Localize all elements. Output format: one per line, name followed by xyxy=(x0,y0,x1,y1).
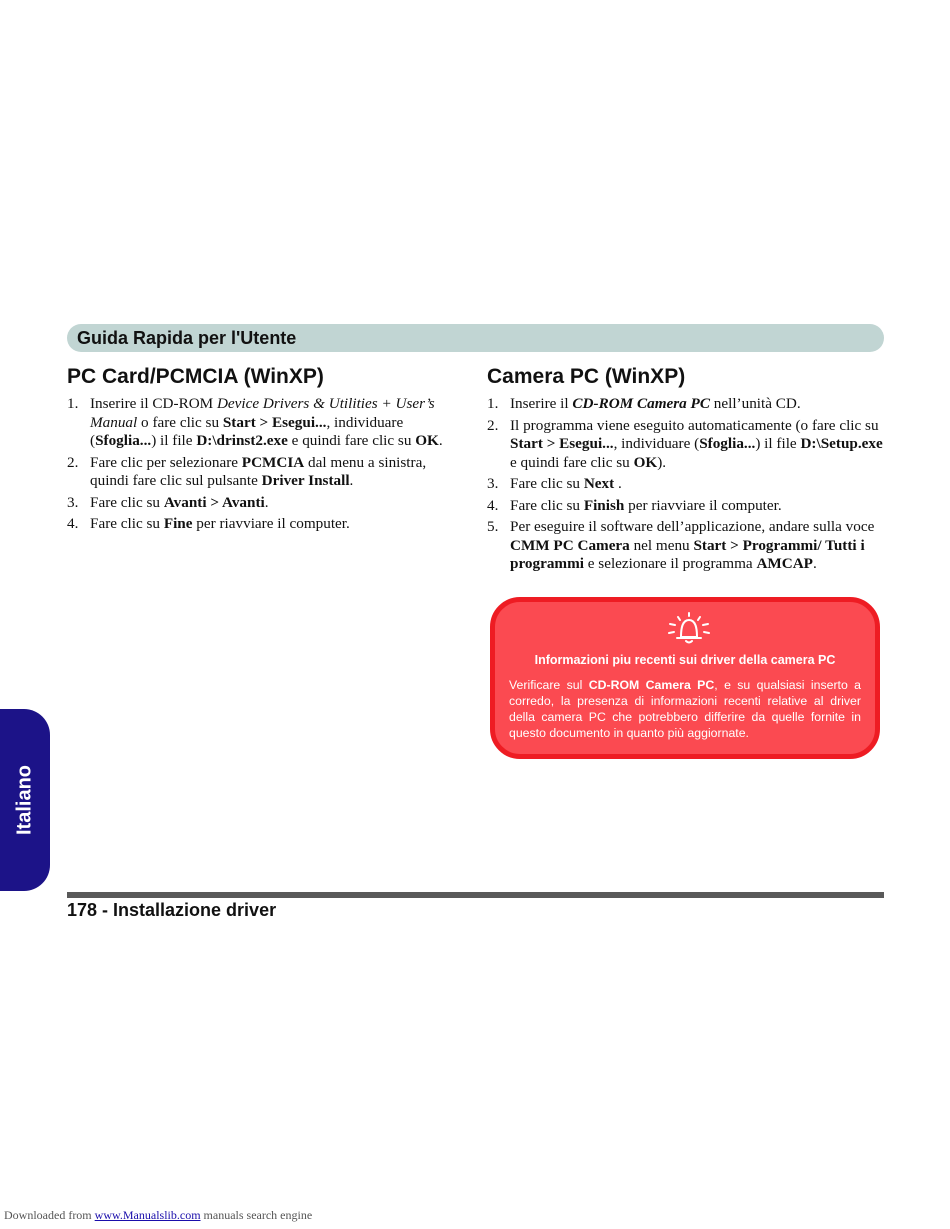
watermark-suffix: manuals search engine xyxy=(200,1208,313,1222)
step-text: ). xyxy=(657,453,667,471)
watermark-prefix: Downloaded from xyxy=(4,1208,95,1222)
step-text: Start > Esegui... xyxy=(510,435,614,452)
right-step-list xyxy=(487,395,887,574)
step-text: AMCAP xyxy=(756,555,813,572)
right-step-2 xyxy=(487,417,887,473)
note-body xyxy=(509,677,861,741)
step-text: PCMCIA xyxy=(241,453,305,471)
step-text: e quindi fare clic su xyxy=(287,432,416,449)
step-text: Sfoglia... xyxy=(699,435,756,452)
step-number: 2. xyxy=(487,416,499,434)
step-text: OK xyxy=(415,432,439,449)
step-text: . xyxy=(438,432,443,449)
step-text: . xyxy=(812,555,817,572)
step-number: 3. xyxy=(487,475,499,492)
manualslib-link[interactable]: www.Manualslib.com xyxy=(94,1208,201,1222)
step-text: o fare clic su xyxy=(137,413,223,431)
right-step-5 xyxy=(487,518,887,574)
note-box xyxy=(490,597,880,759)
step-text: Per eseguire il software dell’applicazione, andare sulla voce xyxy=(510,518,875,535)
step-text: Fare clic su xyxy=(510,475,584,492)
right-heading: Camera PC (WinXP) xyxy=(487,365,686,388)
step-text: Fare clic su xyxy=(90,515,164,532)
step-text: per riavviare il computer. xyxy=(192,515,350,532)
step-number: 1. xyxy=(67,395,79,412)
section-header-title: Guida Rapida per l'Utente xyxy=(77,328,297,348)
step-text: , individuare ( xyxy=(613,435,700,452)
step-text: Fare clic su xyxy=(510,496,584,514)
download-watermark xyxy=(4,1208,312,1223)
note-body-highlight: CD-ROM Camera PC xyxy=(588,678,715,692)
right-column xyxy=(487,364,887,577)
right-step-1 xyxy=(487,395,887,414)
step-text: ) il file xyxy=(755,435,801,452)
step-number: 4. xyxy=(67,515,79,532)
footer-divider xyxy=(67,892,884,898)
left-heading: PC Card/PCMCIA (WinXP) xyxy=(67,365,324,388)
step-text: nel menu xyxy=(629,536,694,554)
step-text: . xyxy=(264,493,269,511)
left-step-4 xyxy=(67,515,467,534)
step-text: e selezionare il programma xyxy=(583,555,757,572)
step-number: 1. xyxy=(487,395,499,412)
step-text: Fare clic per selezionare xyxy=(90,453,242,471)
language-tab-label: Italiano xyxy=(13,764,36,836)
step-text: Next xyxy=(583,475,615,492)
step-number: 2. xyxy=(67,453,79,471)
note-body-end: , e su qualsiasi inserto a corredo, la presenza di informazioni recenti relative al driver della camera PC che potrebbero differire da quelle fornite in questo documento in quanto più aggiornate. xyxy=(509,678,862,740)
step-text: Inserire il CD-ROM xyxy=(90,395,217,412)
step-text: Start > Programmi/ Tutti i programmi xyxy=(510,536,865,572)
step-text: Finish xyxy=(583,496,625,514)
left-step-2 xyxy=(67,454,467,491)
step-text: D:\drinst2.exe xyxy=(196,432,288,449)
step-text: CD-ROM Camera PC xyxy=(572,395,710,412)
step-text: Inserire il xyxy=(510,395,573,412)
step-text: D:\Setup.exe xyxy=(800,435,883,452)
step-text: Sfoglia... xyxy=(95,432,152,449)
step-text: . xyxy=(614,475,622,492)
step-number: 4. xyxy=(487,496,499,514)
step-text: OK xyxy=(633,453,658,471)
step-text: Il programma viene eseguito automaticamente (o fare clic su xyxy=(510,416,879,434)
language-tab xyxy=(0,709,50,891)
step-text: dal menu a sinistra, quindi fare clic sul pulsante xyxy=(90,453,427,489)
step-text: , individuare ( xyxy=(90,413,404,449)
step-text: nell’unità CD. xyxy=(709,395,801,412)
note-body-start: Verificare sul xyxy=(509,678,589,692)
left-step-1 xyxy=(67,395,467,451)
step-number: 5. xyxy=(487,518,499,535)
section-header xyxy=(67,324,884,352)
step-text: Fare clic su xyxy=(90,493,164,511)
page-footer: 178 - Installazione driver xyxy=(67,900,277,920)
right-step-4 xyxy=(487,497,887,516)
step-text: ) il file xyxy=(151,432,197,449)
step-text: Start > Esegui... xyxy=(222,413,327,431)
right-step-3 xyxy=(487,475,887,494)
left-step-list xyxy=(67,395,467,534)
step-number: 3. xyxy=(67,493,79,511)
step-text: per riavviare il computer. xyxy=(624,496,782,514)
step-text: Fine xyxy=(163,515,193,532)
step-text: CMM PC Camera xyxy=(510,536,630,554)
step-text: Driver Install xyxy=(261,472,350,489)
step-text: e quindi fare clic su xyxy=(510,453,634,471)
note-title: Informazioni piu recenti sui driver della camera PC xyxy=(534,653,836,667)
step-text: . xyxy=(349,472,354,489)
left-column xyxy=(67,364,467,537)
left-step-3 xyxy=(67,494,467,513)
step-text: Avanti > Avanti xyxy=(163,493,265,511)
bell-alert-icon xyxy=(667,611,711,645)
step-text: Device Drivers & Utilities + User’s Manual xyxy=(90,395,435,431)
